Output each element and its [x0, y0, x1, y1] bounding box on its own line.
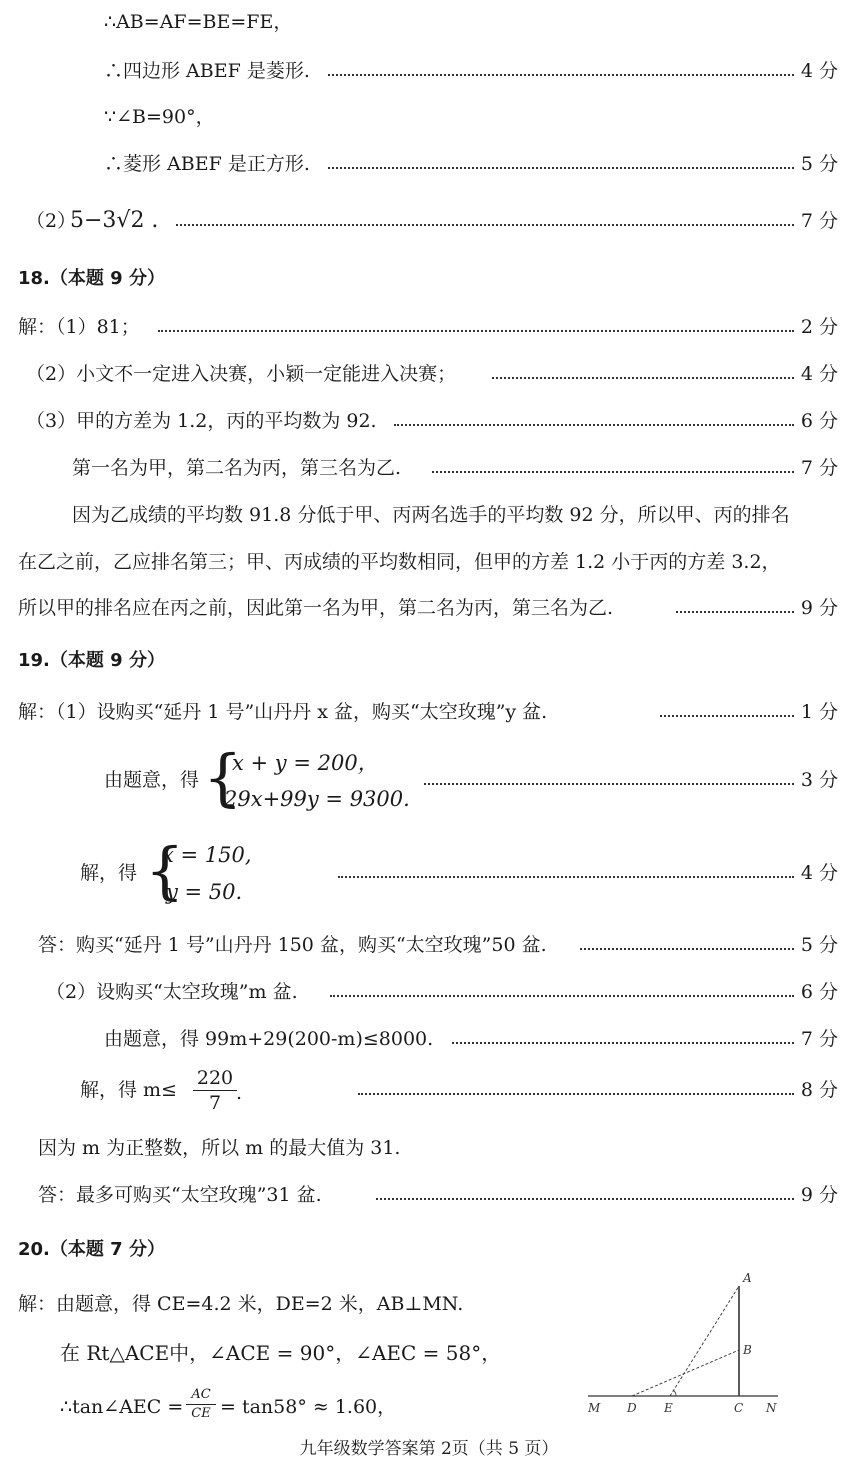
q18-para3: [0, 595, 858, 621]
score-label: 3 分: [800, 769, 838, 791]
q18-line4-text: 第一名为甲，第二名为丙，第三名为乙.: [72, 457, 402, 479]
leader-dots: [328, 167, 794, 169]
score-label: 5 分: [800, 153, 838, 175]
q20-line3-prefix: ∴tan∠AEC =: [60, 1396, 184, 1418]
score-label: 6 分: [800, 410, 838, 432]
fraction-denominator: CE: [191, 1406, 211, 1421]
q19-line4: [0, 932, 858, 958]
q17-line4: [0, 151, 858, 177]
q19-line5-text: （2）设购买“太空玫瑰”m 盆.: [46, 981, 298, 1003]
leader-dots: [394, 424, 794, 426]
score-label: 4 分: [800, 862, 838, 884]
score-label: 9 分: [800, 597, 838, 619]
q19-line1-text: 解：（1）设购买“延丹 1 号”山丹丹 x 盆，购买“太空玫瑰”y 盆.: [18, 701, 548, 723]
leader-dots: [376, 1198, 794, 1200]
fraction-numerator: 220: [193, 1066, 237, 1091]
q17-line1: ∴AB=AF=BE=FE，: [104, 11, 293, 33]
label-d: D: [627, 1401, 637, 1415]
q17-line3: ∵∠B=90°，: [104, 106, 215, 128]
leader-dots: [492, 377, 794, 379]
q18-line2-text: （2）小文不一定进入决赛，小颖一定能进入决赛；: [26, 363, 457, 385]
label-b: B: [743, 1343, 752, 1357]
q19-sol-prefix: 解，得: [80, 862, 138, 884]
leader-dots: [328, 74, 794, 76]
period: .: [236, 1082, 243, 1104]
fraction-denominator: 7: [208, 1092, 222, 1114]
label-a: A: [743, 1271, 752, 1285]
leader-dots: [424, 783, 794, 785]
q17-line5: [0, 208, 858, 234]
score-label: 6 分: [800, 981, 838, 1003]
q19-eq2: 29x+99y = 9300.: [224, 787, 410, 811]
q18-line1: [0, 314, 858, 340]
q17-line5-expr: 5−3√2 .: [70, 208, 159, 233]
q18-para1: 因为乙成绩的平均数 91.8 分低于甲、丙两名选手的平均数 92 分，所以甲、丙的排名: [72, 504, 790, 526]
q20-line3-suffix: = tan58° ≈ 1.60，: [220, 1396, 397, 1418]
score-label: 8 分: [800, 1079, 838, 1101]
score-label: 4 分: [800, 363, 838, 385]
label-n: N: [766, 1401, 777, 1415]
q18-line3: [0, 408, 858, 434]
leader-dots: [432, 471, 794, 473]
score-label: 7 分: [800, 210, 838, 232]
line-de: [632, 1350, 739, 1396]
q20-title: 20.（本题 7 分）: [18, 1239, 165, 1260]
q18-line3-text: （3）甲的方差为 1.2，丙的平均数为 92.: [26, 410, 377, 432]
q19-line1: [0, 699, 858, 725]
leader-dots: [580, 948, 794, 950]
leader-dots: [158, 330, 794, 332]
page-footer: 九年级数学答案第 2页（共 5 页）: [299, 1439, 559, 1459]
q19-title: 19.（本题 9 分）: [18, 650, 165, 671]
q18-title: 18.（本题 9 分）: [18, 268, 165, 289]
q19-line3: [0, 860, 858, 886]
q19-line6-text: 由题意，得 99m+29(200-m)≤8000.: [104, 1028, 434, 1050]
fraction-numerator: AC: [186, 1386, 216, 1405]
leader-dots: [338, 876, 794, 878]
score-label: 5 分: [800, 934, 838, 956]
q19-eq1: x + y = 200，: [232, 751, 379, 775]
fraction: [186, 1386, 216, 1423]
score-label: 7 分: [800, 1028, 838, 1050]
label-m: M: [588, 1401, 601, 1415]
leader-dots: [660, 715, 794, 717]
q20-line1: 解：由题意，得 CE=4.2 米，DE=2 米，AB⊥MN.: [18, 1293, 464, 1315]
q19-sol1: x = 150,: [162, 843, 252, 867]
q19-line4-text: 答：购买“延丹 1 号”山丹丹 150 盆，购买“太空玫瑰”50 盆.: [38, 934, 547, 956]
score-label: 4 分: [800, 60, 838, 82]
score-label: 7 分: [800, 457, 838, 479]
q18-line1-text: 解：（1）81；: [18, 316, 140, 338]
leader-dots: [452, 1042, 794, 1044]
q19-line6: [0, 1026, 858, 1052]
label-c: C: [734, 1401, 744, 1415]
q17-line4-text: ∴菱形 ABEF 是正方形.: [104, 153, 310, 175]
q18-para2: 在乙之前，乙应排名第三；甲、丙成绩的平均数相同，但甲的方差 1.2 小于丙的方差 3.2，: [18, 551, 781, 573]
q18-line4: [0, 455, 858, 481]
leader-dots: [676, 611, 794, 613]
q20-line2: 在 Rt△ACE中，∠ACE = 90°，∠AEC = 58°，: [60, 1341, 502, 1365]
left-brace: {: [145, 834, 185, 907]
q19-line9-text: 答：最多可购买“太空玫瑰”31 盆.: [38, 1184, 322, 1206]
leader-dots: [330, 995, 794, 997]
q19-line5: [0, 979, 858, 1005]
q19-eq-prefix: 由题意，得: [104, 769, 200, 791]
q19-line7: [0, 1077, 858, 1103]
left-brace: {: [203, 741, 243, 814]
leader-dots: [176, 224, 794, 226]
score-label: 9 分: [800, 1184, 838, 1206]
score-label: 1 分: [800, 701, 838, 723]
q19-line2: [0, 767, 858, 793]
q18-line2: [0, 361, 858, 387]
q19-sol2: y = 50.: [166, 880, 243, 904]
line-ea: [670, 1286, 739, 1396]
geometry-figure: [580, 1266, 790, 1424]
score-label: 2 分: [800, 316, 838, 338]
q17-line2: [0, 58, 858, 84]
q19-line7-prefix: 解，得 m≤: [80, 1079, 177, 1101]
q18-para3-text: 所以甲的排名应在丙之前，因此第一名为甲，第二名为丙，第三名为乙.: [18, 597, 614, 619]
q17-line2-text: ∴四边形 ABEF 是菱形.: [104, 60, 310, 82]
q17-line5-prefix: （2）: [26, 210, 77, 232]
label-e: E: [664, 1401, 673, 1415]
q19-line8: 因为 m 为正整数，所以 m 的最大值为 31.: [38, 1137, 401, 1159]
leader-dots: [358, 1093, 794, 1095]
q19-line9: [0, 1182, 858, 1208]
